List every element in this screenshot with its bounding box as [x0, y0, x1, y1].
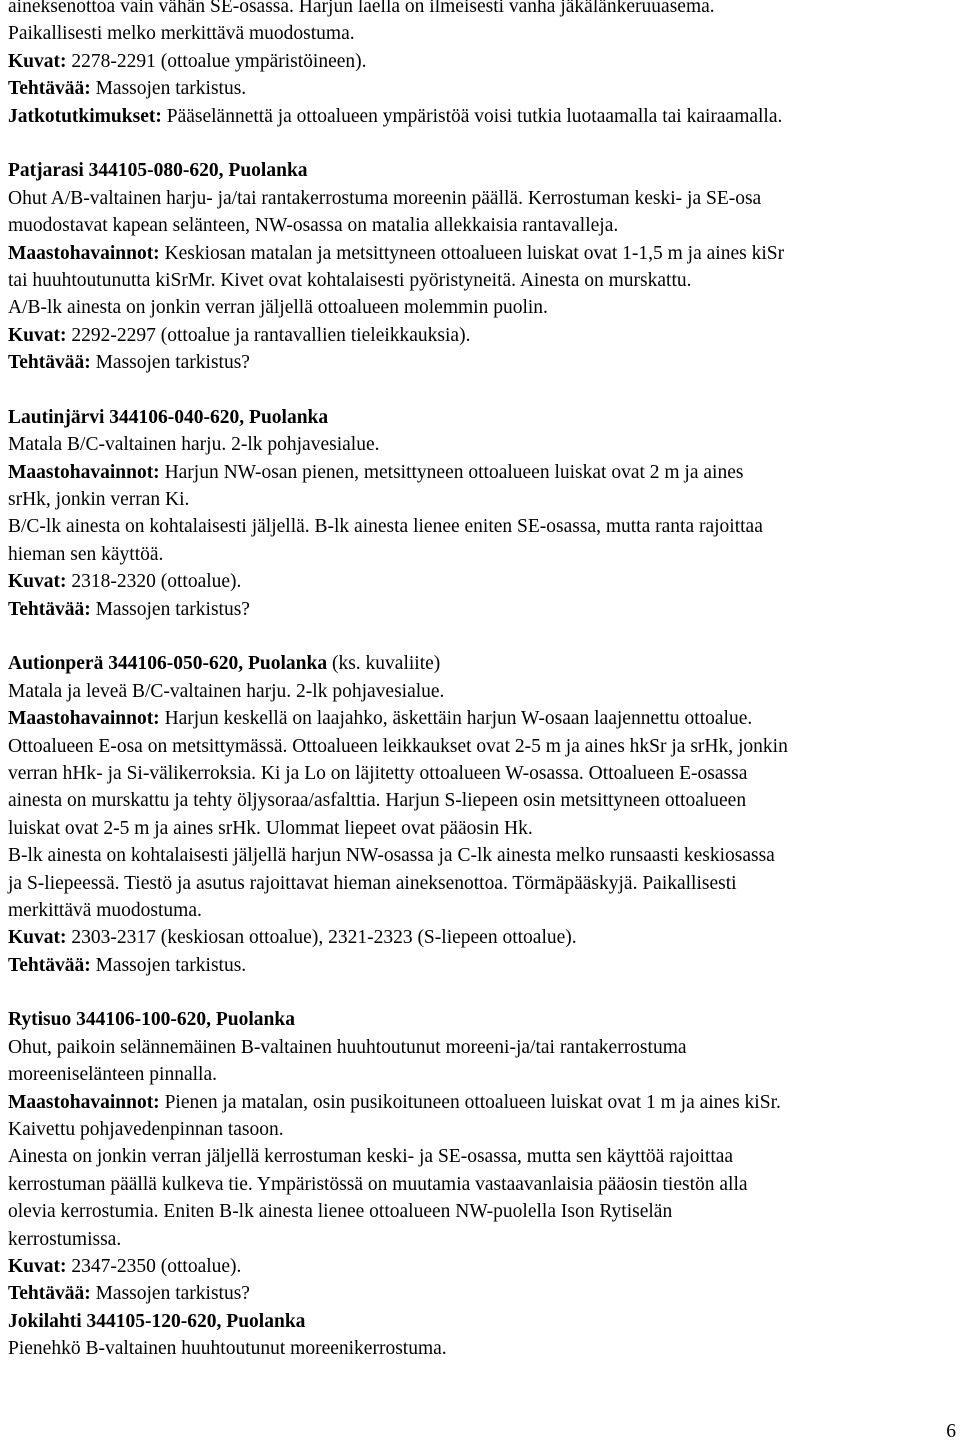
- field-line: [8, 1089, 958, 1116]
- field-value: Harjun NW-osan pienen, metsittyneen ottoalueen luiskat ovat 2 m ja aines: [159, 461, 744, 483]
- text-line: Ainesta on jonkin verran jäljellä kerrostuman keski- ja SE-osassa, mutta sen käyttöä rajoittaa: [8, 1146, 734, 1168]
- page-number: 6: [946, 1421, 956, 1442]
- section-heading-title: Patjarasi 344105-080-620, Puolanka: [8, 160, 308, 182]
- field-value: Massojen tarkistus.: [90, 954, 247, 976]
- field-line: [8, 240, 958, 267]
- field-label: Maastohavainnot:: [8, 461, 160, 483]
- field-label: Tehtävää:: [8, 1283, 91, 1305]
- text-line: verran hHk- ja Si-välikerroksia. Ki ja Lo on läjitetty ottoalueen W-osassa. Ottoalueen E-osassa: [8, 762, 748, 784]
- text-line: srHk, jonkin verran Ki.: [8, 489, 190, 511]
- field-line: [8, 1253, 958, 1280]
- field-value: 2303-2317 (keskiosan ottoalue), 2321-2323 (S-liepeen ottoalue).: [66, 927, 577, 949]
- text-line: moreeniselänteen pinnalla.: [8, 1064, 217, 1086]
- text-line: B/C-lk ainesta on kohtalaisesti jäljellä. B-lk ainesta lienee eniten SE-osassa, mutta ranta rajoittaa: [8, 516, 763, 538]
- section-heading-note: (ks. kuvaliite): [327, 653, 441, 675]
- text-line: olevia kerrostumia. Eniten B-lk ainesta lienee ottoalueen NW-puolella Ison Rytiselän: [8, 1201, 673, 1223]
- text-line: kerrostumissa.: [8, 1228, 122, 1250]
- field-value: 2278-2291 (ottoalue ympäristöineen).: [66, 50, 367, 72]
- text-line: hieman sen käyttöä.: [8, 543, 164, 565]
- field-line: [8, 705, 958, 732]
- field-value: Pienen ja matalan, osin pusikoituneen ottoalueen luiskat ovat 1 m ja aines kiSr.: [159, 1091, 781, 1113]
- field-line: [8, 1280, 958, 1307]
- field-label: Maastohavainnot:: [8, 1091, 160, 1113]
- field-label: Tehtävää:: [8, 598, 91, 620]
- field-label: Maastohavainnot:: [8, 242, 160, 264]
- field-value: Massojen tarkistus?: [90, 352, 250, 374]
- text-line: ainesta on murskattu ja tehty öljysoraa/asfalttia. Harjun S-liepeen osin metsittyneen ottoalueen: [8, 790, 747, 812]
- text-line: Ohut A/B-valtainen harju- ja/tai rantakerrostuma moreenin päällä. Kerrostuman keski- ja SE-osa: [8, 187, 762, 209]
- section-heading: [8, 1006, 958, 1033]
- field-label: Tehtävää:: [8, 352, 91, 374]
- field-label: Kuvat:: [8, 1255, 67, 1277]
- text-line: aineksenottoa vain vähän SE-osassa. Harjun laella on ilmeisesti vanha jäkälänkeruuasema.: [8, 0, 715, 17]
- document-body: [8, 0, 958, 1363]
- text-line: Paikallisesti melko merkittävä muodostuma.: [8, 23, 355, 45]
- text-line: Pienehkö B-valtainen huuhtoutunut moreenikerrostuma.: [8, 1338, 447, 1360]
- text-line: tai huuhtoutunutta kiSrMr. Kivet ovat kohtalaisesti pyöristyneitä. Ainesta on murskattu.: [8, 269, 692, 291]
- field-line: [8, 75, 958, 102]
- text-line: A/B-lk ainesta on jonkin verran jäljellä ottoalueen molemmin puolin.: [8, 297, 548, 319]
- text-line: muodostavat kapean selänteen, NW-osassa on matalia allekkaisia rantavalleja.: [8, 215, 619, 237]
- field-label: Kuvat:: [8, 927, 67, 949]
- text-line: Matala B/C-valtainen harju. 2-lk pohjavesialue.: [8, 434, 380, 456]
- text-line: Kaivettu pohjavedenpinnan tasoon.: [8, 1119, 284, 1141]
- section-heading: [8, 157, 958, 184]
- field-value: Massojen tarkistus.: [90, 78, 247, 100]
- text-line: ja S-liepeessä. Tiestö ja asutus rajoittavat hieman aineksenottoa. Törmäpääskyjä. Paikallisesti: [8, 872, 737, 894]
- field-value: Pääselännettä ja ottoalueen ympäristöä voisi tutkia luotaamalla tai kairaamalla.: [161, 105, 783, 127]
- field-line: [8, 924, 958, 951]
- section-heading: [8, 650, 958, 677]
- text-line: Ottoalueen E-osa on metsittymässä. Ottoalueen leikkaukset ovat 2-5 m ja aines hkSr ja srHk, jonkin: [8, 735, 788, 757]
- field-line: [8, 322, 958, 349]
- field-line: [8, 952, 958, 979]
- section-heading: [8, 1308, 958, 1335]
- field-value: Massojen tarkistus?: [90, 1283, 250, 1305]
- field-value: Keskiosan matalan ja metsittyneen ottoalueen luiskat ovat 1-1,5 m ja aines kiSr: [159, 242, 785, 264]
- paragraph-spacer: [8, 376, 958, 403]
- field-value: 2292-2297 (ottoalue ja rantavallien tieleikkauksia).: [66, 324, 471, 346]
- field-line: [8, 596, 958, 623]
- text-line: Ohut, paikoin selännemäinen B-valtainen huuhtoutunut moreeni-ja/tai rantakerrostuma: [8, 1036, 687, 1058]
- field-value: 2347-2350 (ottoalue).: [66, 1255, 242, 1277]
- field-line: [8, 349, 958, 376]
- text-line: kerrostuman päällä kulkeva tie. Ympäristössä on muutamia vastaavanlaisia pääosin tiestön alla: [8, 1173, 748, 1195]
- paragraph-spacer: [8, 623, 958, 650]
- text-line: B-lk ainesta on kohtalaisesti jäljellä harjun NW-osassa ja C-lk ainesta melko runsaasti keskiosassa: [8, 845, 775, 867]
- field-label: Jatkotutkimukset:: [8, 105, 162, 127]
- field-line: [8, 48, 958, 75]
- field-label: Maastohavainnot:: [8, 708, 160, 730]
- field-value: Massojen tarkistus?: [90, 598, 250, 620]
- field-line: [8, 568, 958, 595]
- field-label: Kuvat:: [8, 324, 67, 346]
- field-label: Kuvat:: [8, 571, 67, 593]
- section-heading-title: Rytisuo 344106-100-620, Puolanka: [8, 1009, 295, 1031]
- field-value: 2318-2320 (ottoalue).: [66, 571, 242, 593]
- field-line: [8, 103, 958, 130]
- text-line: luiskat ovat 2-5 m ja aines srHk. Ulommat liepeet ovat pääosin Hk.: [8, 817, 533, 839]
- field-value: Harjun keskellä on laajahko, äskettäin harjun W-osaan laajennettu ottoalue.: [159, 708, 753, 730]
- section-heading-title: Lautinjärvi 344106-040-620, Puolanka: [8, 406, 329, 428]
- section-heading-title: Autionperä 344106-050-620, Puolanka: [8, 653, 328, 675]
- paragraph-spacer: [8, 130, 958, 157]
- text-line: merkittävä muodostuma.: [8, 899, 202, 921]
- field-label: Tehtävää:: [8, 954, 91, 976]
- paragraph-spacer: [8, 979, 958, 1006]
- field-label: Tehtävää:: [8, 78, 91, 100]
- field-line: [8, 459, 958, 486]
- text-line: Matala ja leveä B/C-valtainen harju. 2-lk pohjavesialue.: [8, 680, 445, 702]
- section-heading: [8, 404, 958, 431]
- field-label: Kuvat:: [8, 50, 67, 72]
- section-heading-title: Jokilahti 344105-120-620, Puolanka: [8, 1310, 306, 1332]
